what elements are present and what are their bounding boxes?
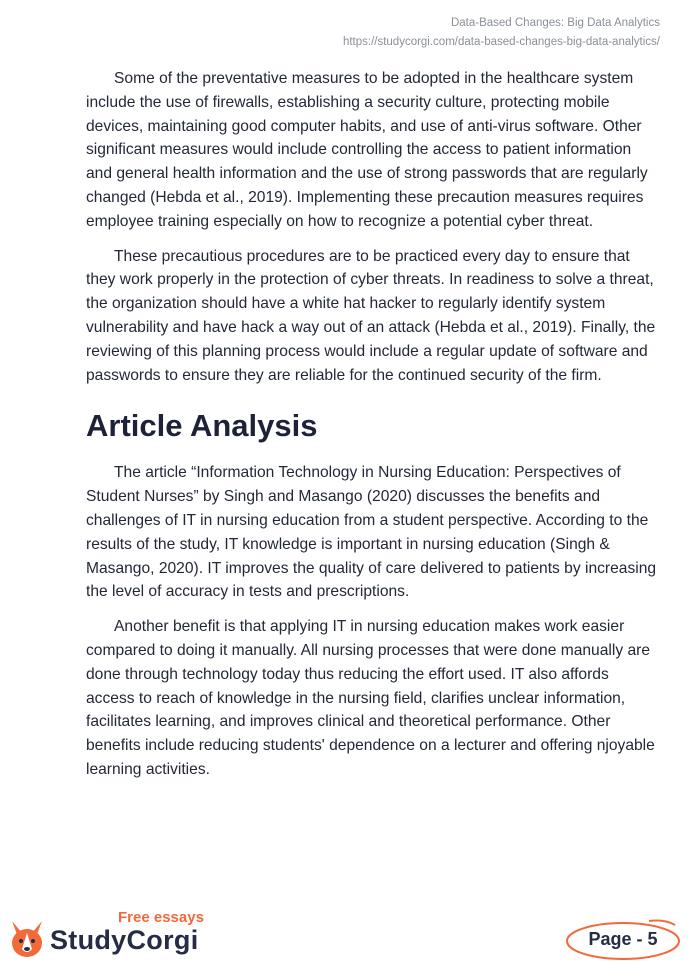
- document-body: [86, 67, 661, 793]
- section-heading: Article Analysis: [86, 408, 318, 444]
- paragraph: The article “Information Technology in Nursing Education: Perspectives of Student Nurses” by Singh and Masango (2020) discusses the benefits and challenges of IT in nursing education from a student perspective. According to the results of the study, IT knowledge is important in nursing education (Singh & Masango, 2020). IT improves the quality of care delivered to patients by increasing the level of accuracy in tests and prescriptions.: [86, 464, 657, 601]
- page-number: Page - 5: [588, 929, 658, 949]
- page-number-badge: [565, 917, 681, 961]
- document-url[interactable]: https://studycorgi.com/data-based-changes-big-data-analytics/: [342, 36, 660, 48]
- paragraph: These precautious procedures are to be practiced every day to ensure that they work properly in the protection of cyber threats. In readiness to solve a threat, the organization should have a white hat hacker to regularly identify system vulnerability and have hack a way out of an attack (Hebda et al., 2019). Finally, the reviewing of this planning process would include a regular update of software and passwords to ensure they are reliable for the continued security of the firm.: [86, 247, 656, 384]
- paragraph: Some of the preventative measures to be adopted in the healthcare system include the use of firewalls, establishing a security culture, protecting mobile devices, maintaining good computer habits, and use of anti-virus software. Other significant measures would include controlling the access to patient information and general health information and the use of strong passwords that are regularly changed (Hebda et al., 2019). Implementing these precaution measures requires employee training especially on how to recognize a potential cyber threat.: [86, 70, 648, 230]
- document-title: Data-Based Changes: Big Data Analytics: [450, 17, 660, 29]
- paragraph: Another benefit is that applying IT in nursing education makes work easier compared to doing it manually. All nursing processes that were done manually are done through technology today thus reducing the effort used. IT also affords access to reach of knowledge in the nursing field, clarifies unclear information, facilitates learning, and improves clinical and theoretical performance. Other benefits include reducing students' dependence on a lecturer and offering njoyable learning activities.: [86, 618, 655, 778]
- free-essays-tagline: Free essays: [118, 909, 204, 926]
- studycorgi-logo[interactable]: [8, 909, 218, 959]
- brand-name: StudyCorgi: [50, 925, 199, 955]
- corgi-icon: [8, 919, 46, 959]
- page-header: [343, 14, 660, 52]
